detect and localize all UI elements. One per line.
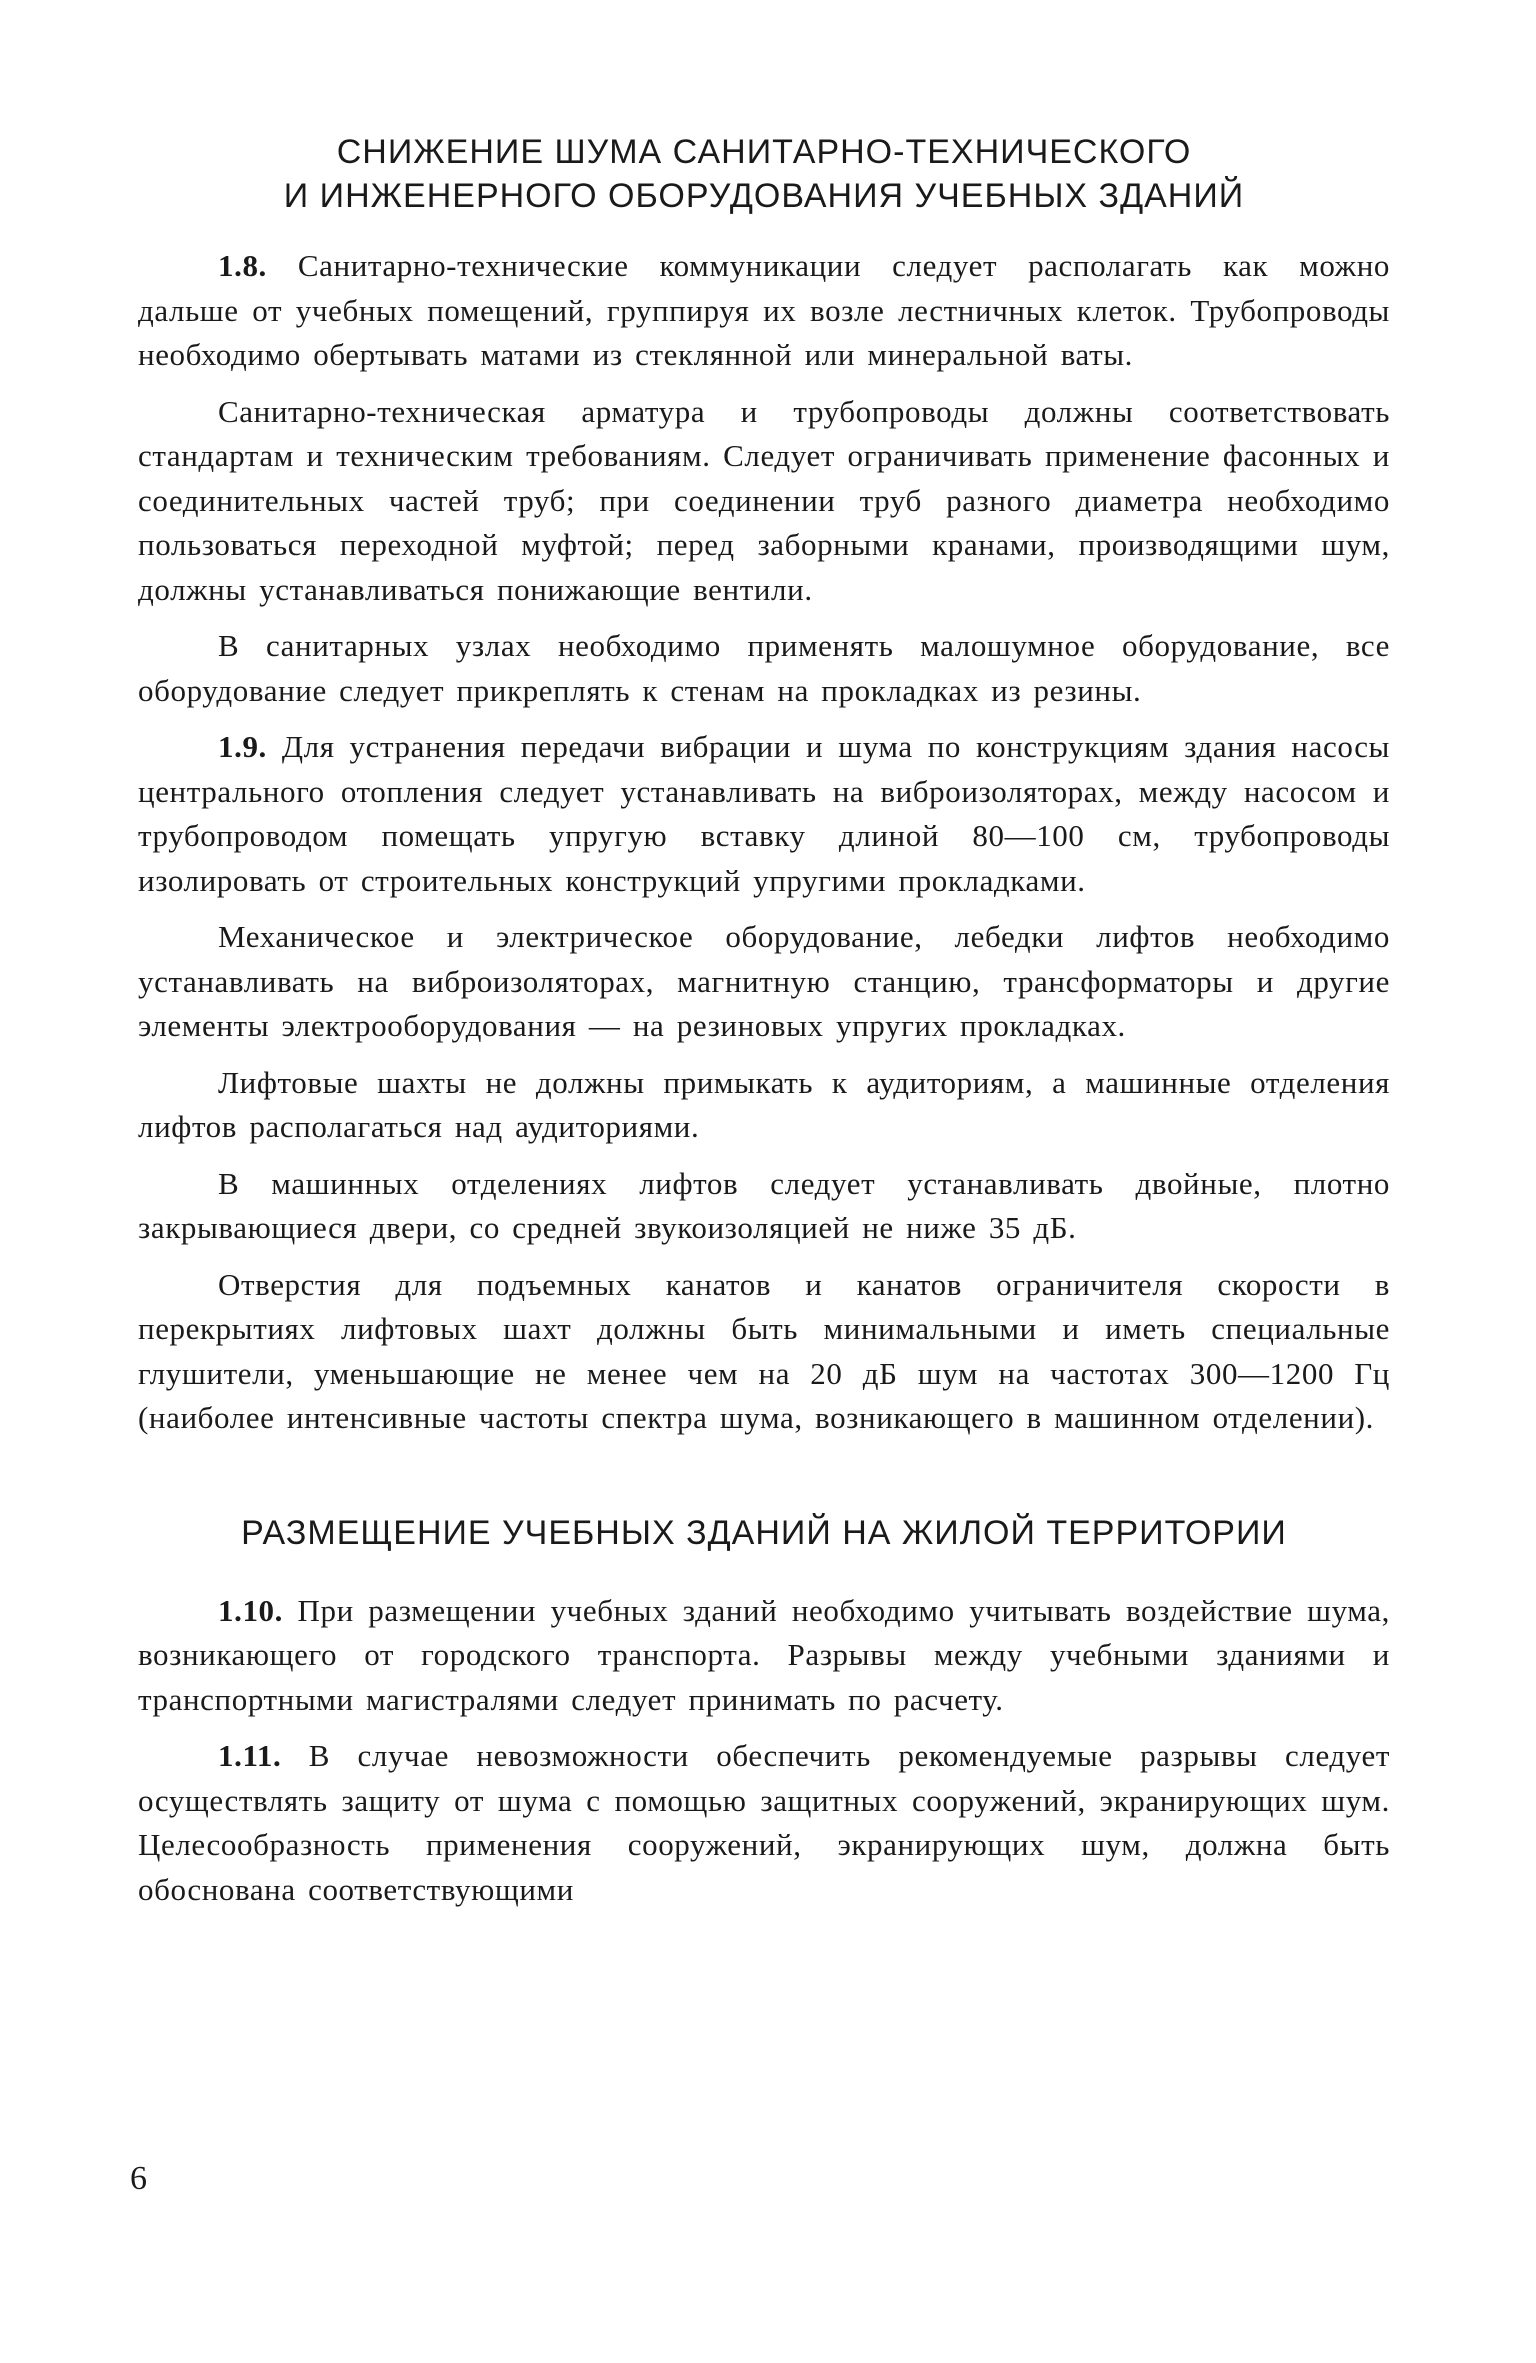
paragraph-1-10 (138, 1589, 1390, 1723)
paragraph-cable-openings (138, 1263, 1390, 1441)
paragraph-text: В санитарных узлах необходимо применять малошумное оборудование, все оборудование следует прикреплять к стенам на прокладках из резины. (138, 628, 1390, 708)
clause-number: 1.9. (218, 729, 267, 764)
paragraph-lift-shafts (138, 1061, 1390, 1150)
paragraph-sanitary-fittings (138, 390, 1390, 613)
paragraph-text: Отверстия для подъемных канатов и канатов ограничителя скорости в перекрытиях лифтовых шахт должны быть минимальными и иметь специальные глушители, уменьшающие не менее чем на 20 дБ шум на частотах 300—1200 Гц (наиболее интенсивные частоты спектра шума, возникающего в машинном отделении). (138, 1266, 1390, 1435)
paragraph-text: Санитарно-техническая арматура и трубопроводы должны соответствовать стандартам и техническим требованиям. Следует ограничивать применение фасонных и соединительных частей труб; при соединении труб разного диаметра необходимо пользоваться переходной муфтой; перед заборными кранами, производящими шум, должны устанавливаться понижающие вентили. (138, 393, 1390, 607)
clause-number: 1.10. (218, 1592, 283, 1628)
paragraph-1-11 (138, 1734, 1390, 1912)
clause-number: 1.8. (218, 248, 267, 283)
section-title-placement: РАЗМЕЩЕНИЕ УЧЕБНЫХ ЗДАНИЙ НА ЖИЛОЙ ТЕРРИТОРИИ (241, 1513, 1287, 1552)
paragraph-text: Лифтовые шахты не должны примыкать к аудиториям, а машинные отделения лифтов располагаться над аудиториями. (138, 1064, 1390, 1144)
page-number: 6 (130, 2160, 147, 2197)
title-line-2: И ИНЖЕНЕРНОГО ОБОРУДОВАНИЯ УЧЕБНЫХ ЗДАНИЙ (283, 177, 1245, 215)
paragraph-text: При размещении учебных зданий необходимо учитывать воздействие шума, возникающего от городского транспорта. Разрывы между учебными зданиями и транспортными магистралями следует принимать по расчету. (138, 1592, 1390, 1717)
paragraph-text: Механическое и электрическое оборудование, лебедки лифтов необходимо устанавливать на виброизоляторах, магнитную станцию, трансформаторы и другие элементы электрооборудования — на резиновых упругих прокладках. (138, 919, 1390, 1043)
paragraph-1-9 (138, 725, 1390, 903)
document-page (138, 118, 1390, 1912)
paragraph-machine-rooms (138, 1162, 1390, 1251)
section-title-noise-reduction (138, 130, 1390, 218)
title-line-1: СНИЖЕНИЕ ШУМА САНИТАРНО-ТЕХНИЧЕСКОГО (336, 133, 1192, 171)
clause-number: 1.11. (218, 1738, 282, 1773)
paragraph-text: В машинных отделениях лифтов следует устанавливать двойные, плотно закрывающиеся двери, со средней звукоизоляцией не ниже 35 дБ. (138, 1165, 1390, 1245)
paragraph-mechanical-equipment (138, 915, 1390, 1049)
paragraph-1-8 (138, 244, 1390, 378)
paragraph-text: В случае невозможности обеспечить рекомендуемые разрывы следует осуществлять защиту от шума с помощью защитных сооружений, экранирующих шум. Целесообразность применения сооружений, экранирующих шум, должна быть обоснована соответствующими (138, 1738, 1390, 1907)
paragraph-text: Санитарно-технические коммуникации следует располагать как можно дальше от учебных помещений, группируя их возле лестничных клеток. Трубопроводы необходимо обертывать матами из стеклянной или минеральной ваты. (138, 248, 1390, 372)
paragraph-text: Для устранения передачи вибрации и шума по конструкциям здания насосы центрального отопления следует устанавливать на виброизоляторах, между насосом и трубопроводом помещать упругую вставку длиной 80—100 см, трубопроводы изолировать от строительных конструкций упругими прокладками. (138, 729, 1390, 898)
paragraph-sanitary-units (138, 624, 1390, 713)
